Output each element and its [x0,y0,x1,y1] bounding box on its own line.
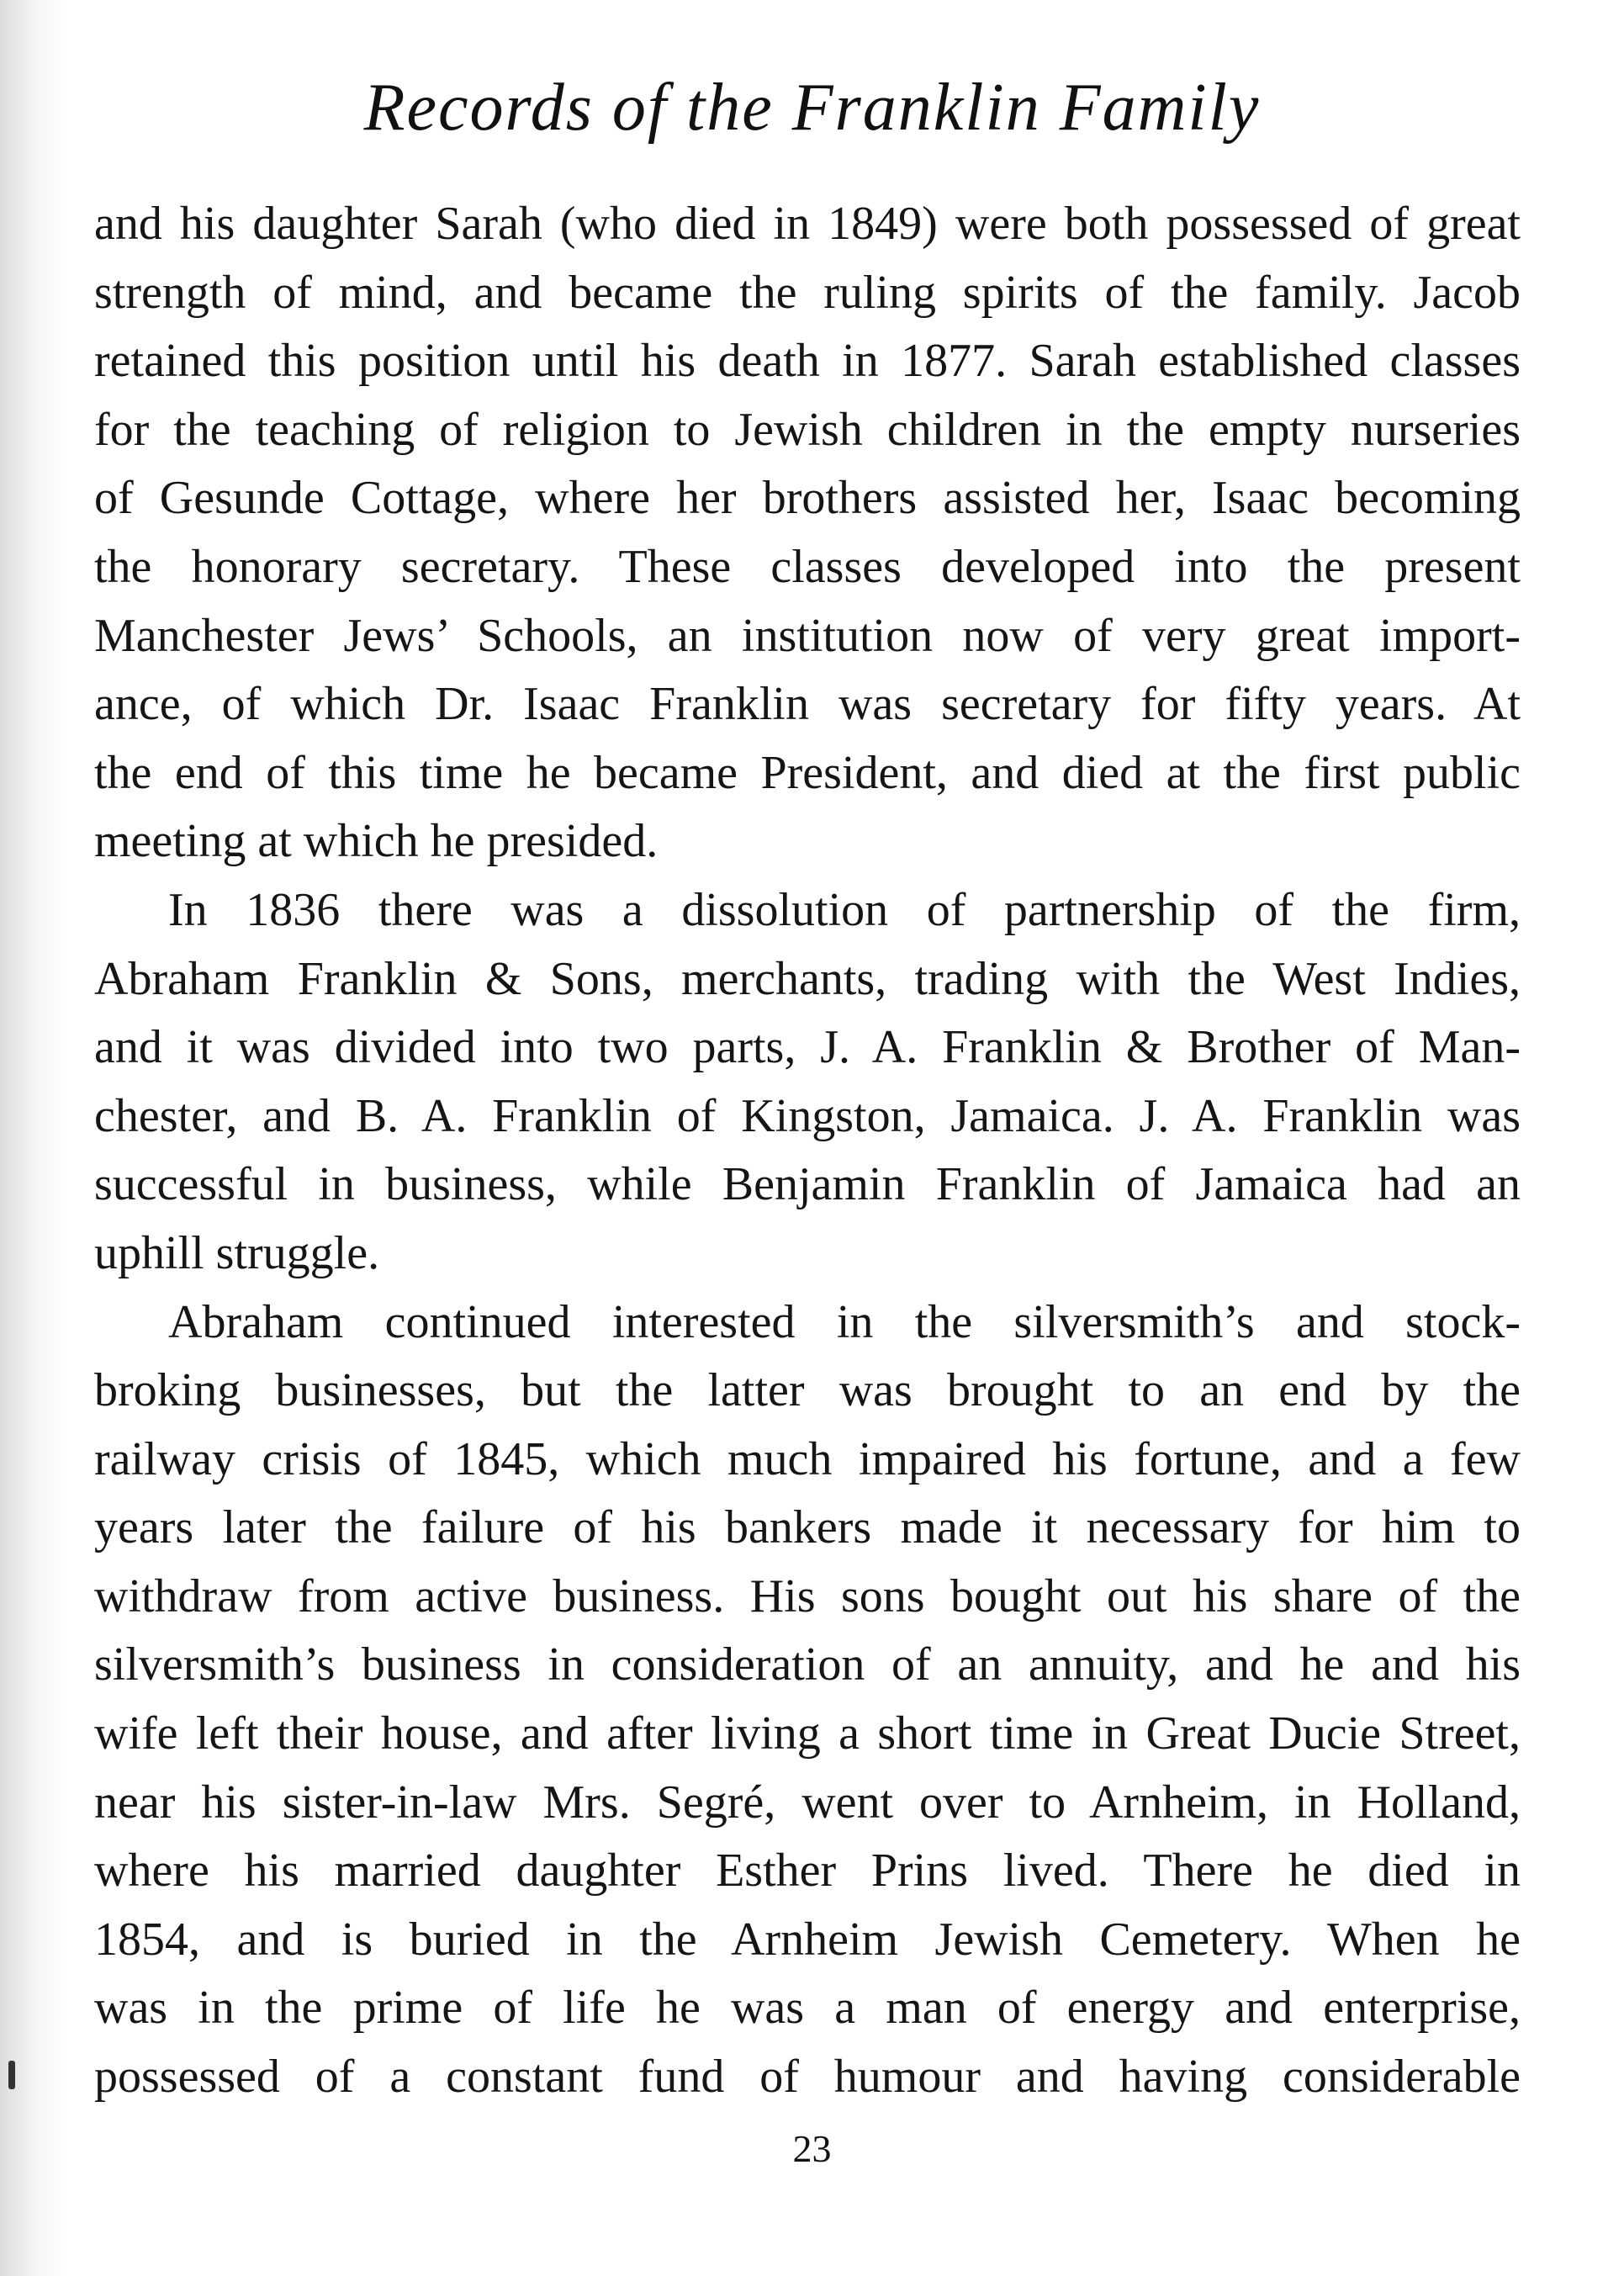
text-line: Manchester Jews’ Schools, an institution now of very great import- [94,609,1521,662]
text-line: strength of mind, and became the ruling spirits of the family. Jacob [94,266,1521,319]
text-line: the end of this time he became President, and died at the first public [94,746,1521,799]
text-line: of Gesunde Cottage, where her brothers assisted her, Isaac becoming [94,472,1521,525]
text-line: Abraham Franklin & Sons, merchants, trading with the West Indies, [94,952,1521,1005]
text-line: withdraw from active business. His sons bought out his share of the [94,1569,1521,1622]
text-line: possessed of a constant fund of humour and having considerable [94,2051,1521,2104]
text-line: retained this position until his death in 1877. Sarah established classes [94,335,1521,388]
text-line: 1854, and is buried in the Arnheim Jewish Cemetery. When he [94,1913,1521,1966]
text-line: meeting at which he presided. [94,815,659,868]
paragraph-1 [94,190,1521,876]
page-number: 23 [792,2127,832,2170]
text-line: near his sister-in-law Mrs. Segré, went over to Arnheim, in Holland, [94,1776,1521,1829]
paragraph-3 [94,1289,1521,2112]
text-line: and it was divided into two parts, J. A. Franklin & Brother of Man- [94,1021,1521,1074]
running-head: Records of the Franklin Family [363,71,1261,145]
text-line: uphill struggle. [94,1226,380,1279]
text-line: years later the failure of his bankers made it necessary for him to [94,1501,1521,1554]
body-text [94,190,1521,2112]
text-line: silversmith’s business in consideration of an annuity, and he and his [94,1638,1521,1691]
text-line: In 1836 there was a dissolution of partnership of the firm, [168,883,1521,936]
text-line: chester, and B. A. Franklin of Kingston, Jamaica. J. A. Franklin was [94,1089,1521,1142]
text-line: where his married daughter Esther Prins lived. There he died in [94,1845,1521,1898]
scan-margin-mark [8,2061,15,2089]
text-line: for the teaching of religion to Jewish children in the empty nurseries [94,403,1521,456]
text-line: broking businesses, but the latter was brought to an end by the [94,1364,1521,1417]
text-line: wife left their house, and after living a short time in Great Ducie Street, [94,1707,1521,1760]
paragraph-2 [94,876,1521,1289]
text-line: successful in business, while Benjamin Franklin of Jamaica had an [94,1158,1521,1211]
text-line: Abraham continued interested in the silversmith’s and stock- [168,1295,1521,1348]
text-line: railway crisis of 1845, which much impaired his fortune, and a few [94,1432,1521,1485]
text-line: was in the prime of life he was a man of energy and enterprise, [94,1982,1521,2035]
text-line: and his daughter Sarah (who died in 1849) were both possessed of great [94,198,1521,250]
text-line: the honorary secretary. These classes developed into the present [94,540,1521,593]
text-line: ance, of which Dr. Isaac Franklin was secretary for fifty years. At [94,678,1521,731]
